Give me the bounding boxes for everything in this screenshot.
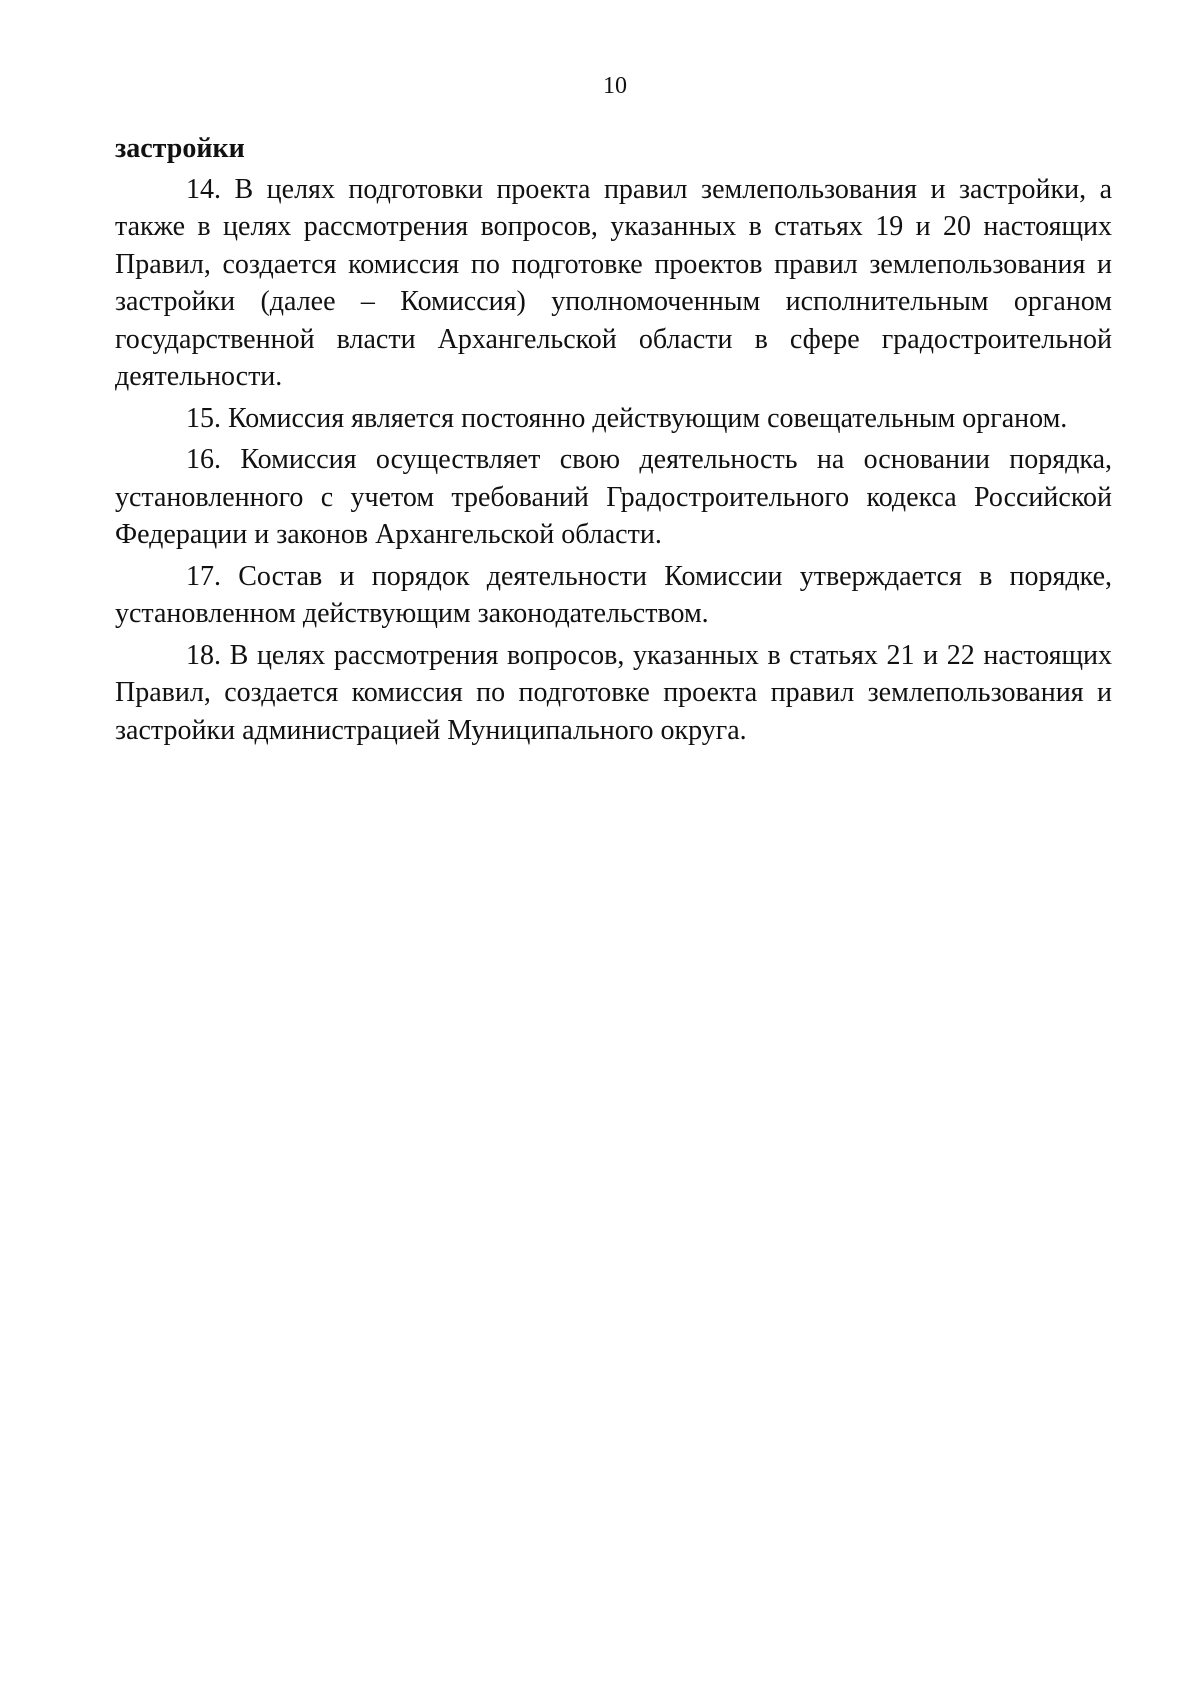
paragraph-17	[115, 558, 1112, 633]
paragraph-text: В целях рассмотрения вопросов, указанных в статьях 21 и 22 настоящих Правил, создается комиссия по подготовке проекта правил землепользования и застройки администрацией Муниципального округа.	[115, 639, 1113, 746]
paragraph-18	[115, 637, 1112, 750]
paragraph-16	[115, 441, 1112, 554]
paragraph-number: 17.	[186, 560, 221, 592]
document-body	[115, 130, 1112, 753]
section-heading-continuation: застройки	[115, 133, 245, 164]
paragraph-text: Комиссия осуществляет свою деятельность на основании порядка, установленного с учетом требований Градостроительного кодекса Российской Федерации и законов Архангельской области.	[115, 444, 1113, 550]
paragraph-text: Состав и порядок деятельности Комиссии утверждается в порядке, установленном действующим законодательством.	[115, 560, 1112, 629]
page-number: 10	[603, 73, 627, 99]
paragraph-number: 18.	[186, 639, 221, 671]
paragraph-text: В целях подготовки проекта правил землепользования и застройки, а также в целях рассмотрения вопросов, указанных в статьях 19 и 20 настоящих Правил, создается комиссия по подготовке проектов правил землепользования и застройки (далее – Комиссия) уполномоченным исполнительным органом государственной власти Архангельской области в сфере градостроительной деятельности.	[115, 173, 1112, 392]
paragraph-number: 16.	[186, 444, 221, 475]
paragraph-number: 15.	[186, 402, 221, 434]
paragraph-text: Комиссия является постоянно действующим совещательным органом.	[228, 402, 1068, 434]
paragraph-15	[115, 400, 1112, 438]
paragraph-number: 14.	[186, 173, 221, 205]
paragraph-14	[115, 171, 1112, 396]
